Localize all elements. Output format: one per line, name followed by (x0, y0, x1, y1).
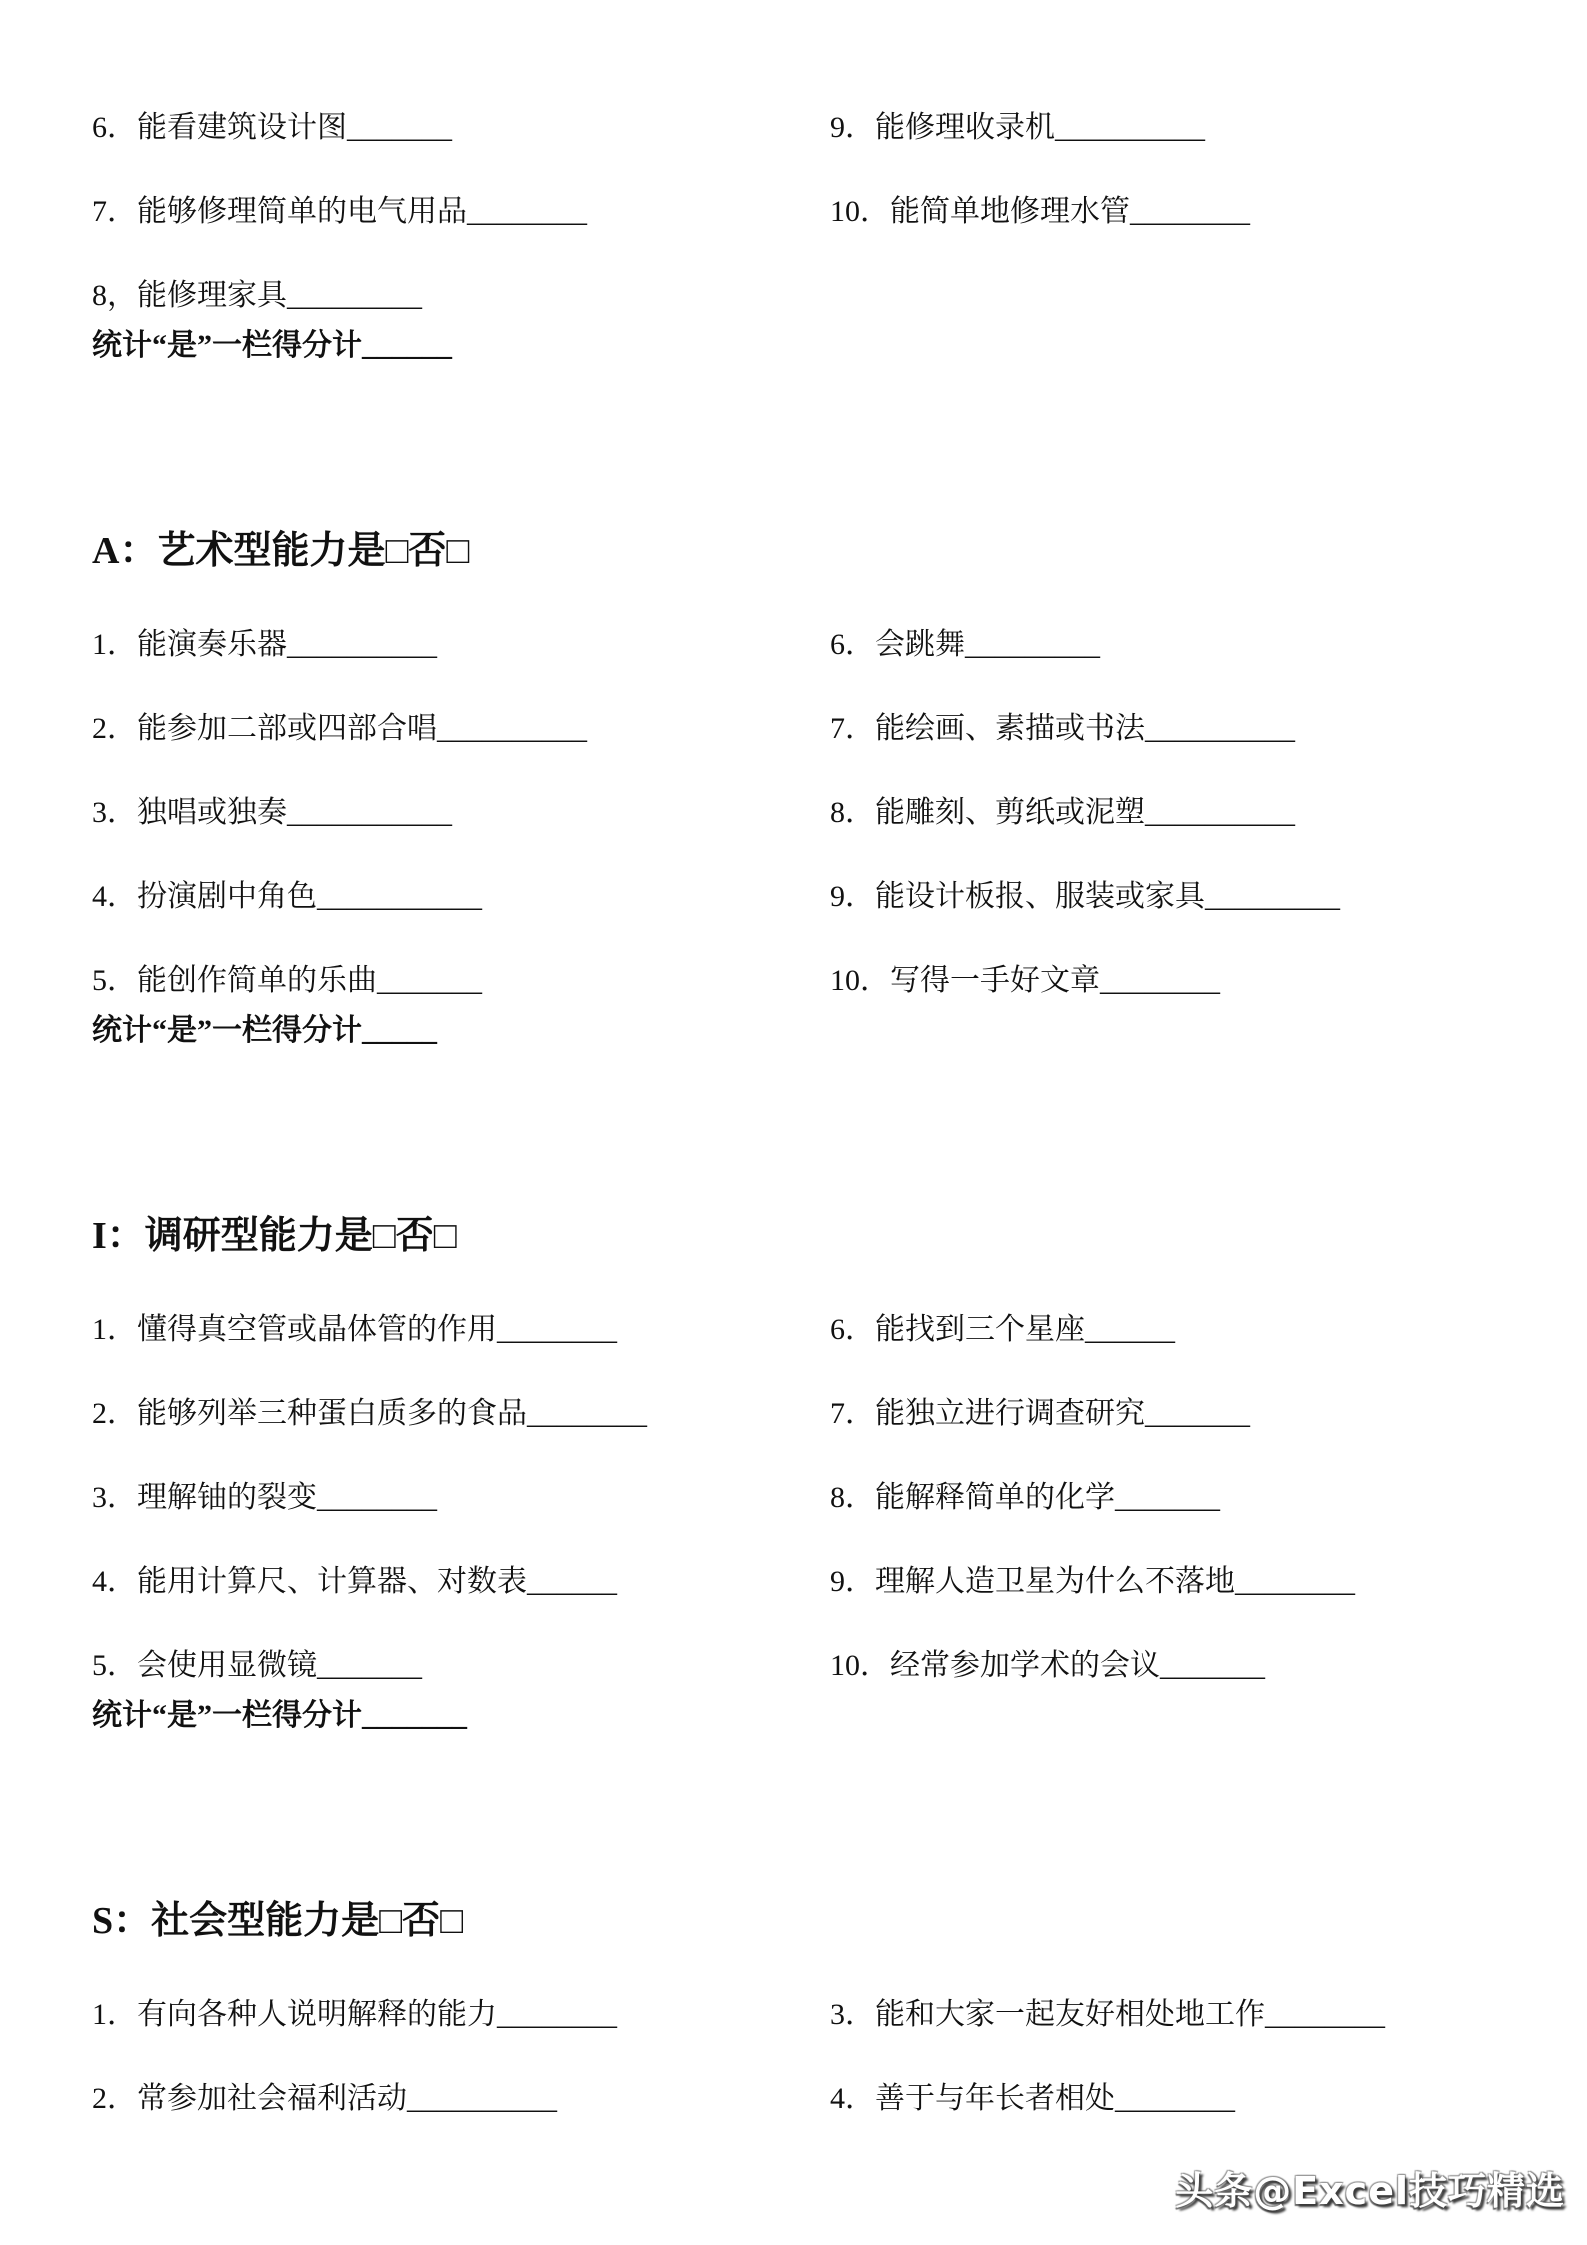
question-row (92, 798, 1547, 828)
question-row (92, 2000, 1547, 2030)
question-item: 10．能简单地修理水管________ (830, 195, 1250, 228)
question-item: 10．写得一手好文章________ (830, 964, 1220, 997)
question-item: 8．能解释简单的化学_______ (830, 1481, 1220, 1514)
watermark-toutiao-excel: 头条@Excel技巧精选 (1175, 2169, 1565, 2213)
question-item: 9．能设计板报、服装或家具_________ (830, 880, 1340, 913)
question-row (92, 630, 1547, 660)
question-item: 5．能创作简单的乐曲_______ (92, 964, 482, 997)
section-heading-investigative: I：调研型能力是□否□ (92, 1215, 457, 1257)
question-item: 3．能和大家一起友好相处地工作________ (830, 1998, 1385, 2031)
question-item: 1．能演奏乐器__________ (92, 628, 437, 661)
question-row (92, 1567, 1547, 1597)
section-artistic (92, 529, 1547, 1046)
question-item: 7．能够修理简单的电气用品________ (92, 195, 587, 228)
question-item (830, 281, 1547, 311)
question-item: 1．懂得真空管或晶体管的作用________ (92, 1313, 617, 1346)
question-row (92, 1483, 1547, 1513)
question-row (92, 1399, 1547, 1429)
section-investigative (92, 1214, 1547, 1731)
section-total-score-line: 统计“是”一栏得分计_____ (92, 1014, 437, 1047)
question-item: 4．善于与年长者相处________ (830, 2082, 1235, 2115)
question-item: 6．能找到三个星座______ (830, 1313, 1175, 1346)
question-item: 2．能够列举三种蛋白质多的食品________ (92, 1397, 647, 1430)
section-social (92, 1899, 1547, 2114)
question-item: 3．理解铀的裂变________ (92, 1481, 437, 1514)
question-row (92, 2084, 1547, 2114)
question-item: 2．常参加社会福利活动__________ (92, 2082, 557, 2115)
section-heading-artistic: A：艺术型能力是□否□ (92, 530, 470, 572)
section-total-score-line: 统计“是”一栏得分计______ (92, 329, 452, 362)
question-row (92, 113, 1547, 143)
question-item: 9．理解人造卫星为什么不落地________ (830, 1565, 1355, 1598)
question-item: 3．独唱或独奏___________ (92, 796, 452, 829)
question-item: 8，能修理家具_________ (92, 279, 422, 312)
question-row (92, 1651, 1547, 1681)
question-item: 1．有向各种人说明解释的能力________ (92, 1998, 617, 2031)
question-item: 8．能雕刻、剪纸或泥塑__________ (830, 796, 1295, 829)
question-item: 6．会跳舞_________ (830, 628, 1100, 661)
question-item: 5．会使用显微镜_______ (92, 1649, 422, 1682)
question-item: 10．经常参加学术的会议_______ (830, 1649, 1265, 1682)
question-row (92, 882, 1547, 912)
question-item: 7．能绘画、素描或书法__________ (830, 712, 1295, 745)
question-item: 2．能参加二部或四部合唱__________ (92, 712, 587, 745)
question-row (92, 1315, 1547, 1345)
question-row (92, 197, 1547, 227)
section-heading-social: S：社会型能力是□否□ (92, 1900, 464, 1942)
section-total-score-line: 统计“是”一栏得分计_______ (92, 1699, 467, 1732)
question-item: 4．能用计算尺、计算器、对数表______ (92, 1565, 617, 1598)
question-row (92, 966, 1547, 996)
question-row (92, 714, 1547, 744)
question-item: 4．扮演剧中角色___________ (92, 880, 482, 913)
question-item: 6．能看建筑设计图_______ (92, 111, 452, 144)
question-item: 9．能修理收录机__________ (830, 111, 1205, 144)
section-realistic-continued (92, 113, 1547, 361)
question-item: 7．能独立进行调查研究_______ (830, 1397, 1250, 1430)
question-row (92, 281, 1547, 311)
